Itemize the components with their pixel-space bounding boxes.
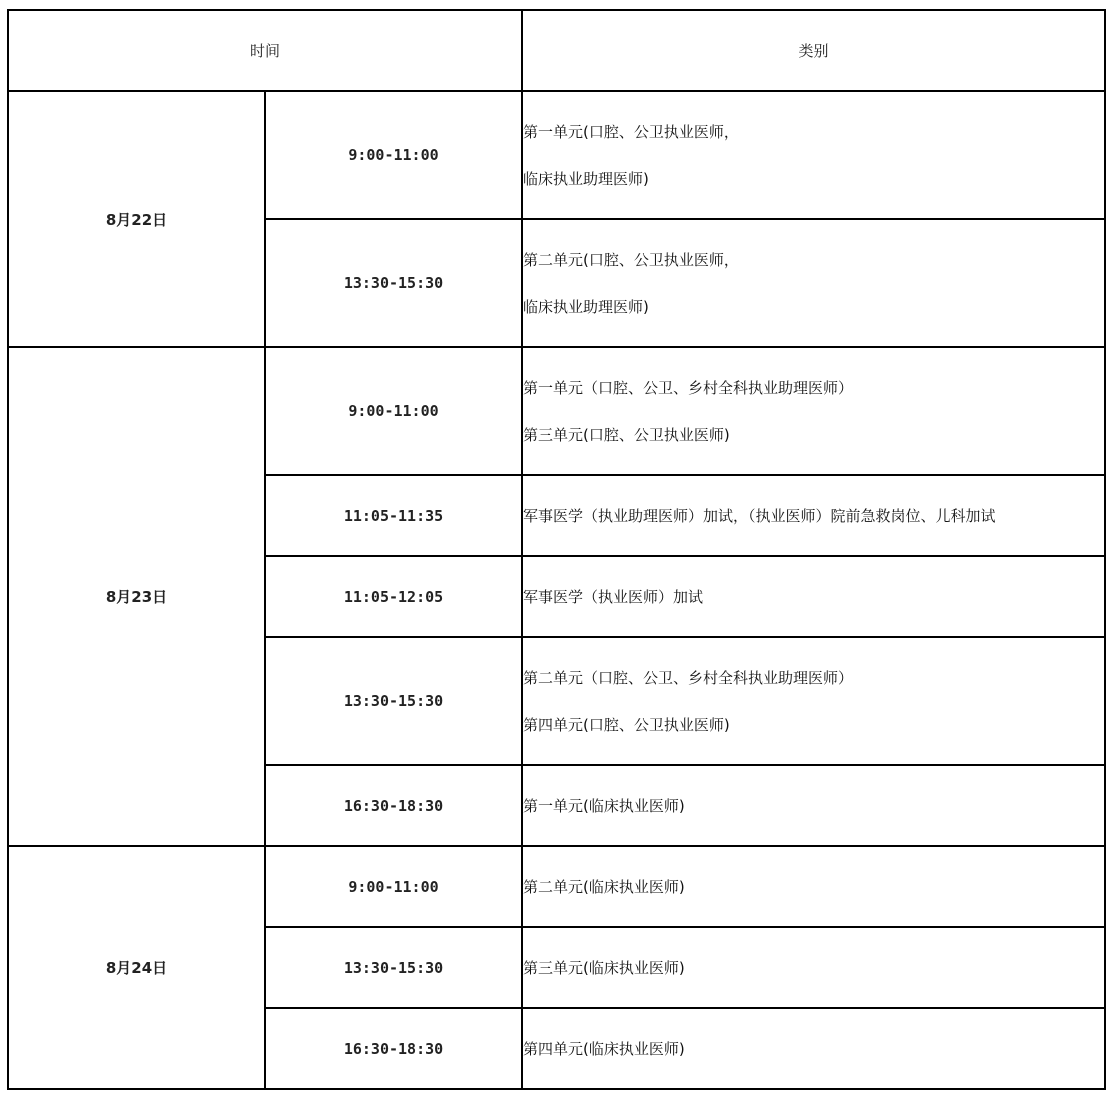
time-cell: 9:00-11:00 [265,91,522,219]
category-line: 第一单元(临床执业医师) [523,796,685,815]
category-line: 第二单元(临床执业医师) [523,877,685,896]
category-line: 第二单元(口腔、公卫执业医师， [523,250,739,269]
time-cell: 9:00-11:00 [265,347,522,475]
category-line: 第四单元(口腔、公卫执业医师) [523,715,730,734]
category-cell [522,637,1105,765]
category-line: 临床执业助理医师) [523,297,649,316]
category-cell [522,846,1105,927]
category-cell [522,475,1105,556]
category-cell [522,927,1105,1008]
category-cell [522,219,1105,347]
category-line: 军事医学（执业医师）加试 [523,587,704,606]
category-line: 第一单元(口腔、公卫执业医师， [523,122,739,141]
category-cell [522,765,1105,846]
time-cell: 16:30-18:30 [265,1008,522,1089]
category-line: 军事医学（执业助理医师）加试，（执业医师）院前急救岗位、儿科加试 [523,506,996,525]
category-line: 第二单元（口腔、公卫、乡村全科执业助理医师） [523,668,854,687]
category-line: 临床执业助理医师) [523,169,649,188]
category-column-header: 类别 [522,10,1105,91]
time-cell: 16:30-18:30 [265,765,522,846]
date-cell: 8月22日 [8,91,265,347]
date-cell: 8月23日 [8,347,265,846]
table-row [8,846,1105,927]
time-cell: 13:30-15:30 [265,637,522,765]
time-cell: 11:05-12:05 [265,556,522,637]
date-cell: 8月24日 [8,846,265,1089]
category-cell [522,1008,1105,1089]
category-cell [522,556,1105,637]
category-line: 第一单元（口腔、公卫、乡村全科执业助理医师） [523,378,854,397]
category-line: 第三单元(口腔、公卫执业医师) [523,425,730,444]
category-line: 第四单元(临床执业医师) [523,1039,685,1058]
category-cell [522,347,1105,475]
table-header-row [8,10,1105,91]
time-cell: 11:05-11:35 [265,475,522,556]
table-row [8,91,1105,219]
time-column-header: 时间 [8,10,522,91]
exam-schedule-table [7,9,1106,1090]
time-cell: 13:30-15:30 [265,927,522,1008]
category-line: 第三单元(临床执业医师) [523,958,685,977]
table-row [8,347,1105,475]
time-cell: 13:30-15:30 [265,219,522,347]
time-cell: 9:00-11:00 [265,846,522,927]
category-cell [522,91,1105,219]
